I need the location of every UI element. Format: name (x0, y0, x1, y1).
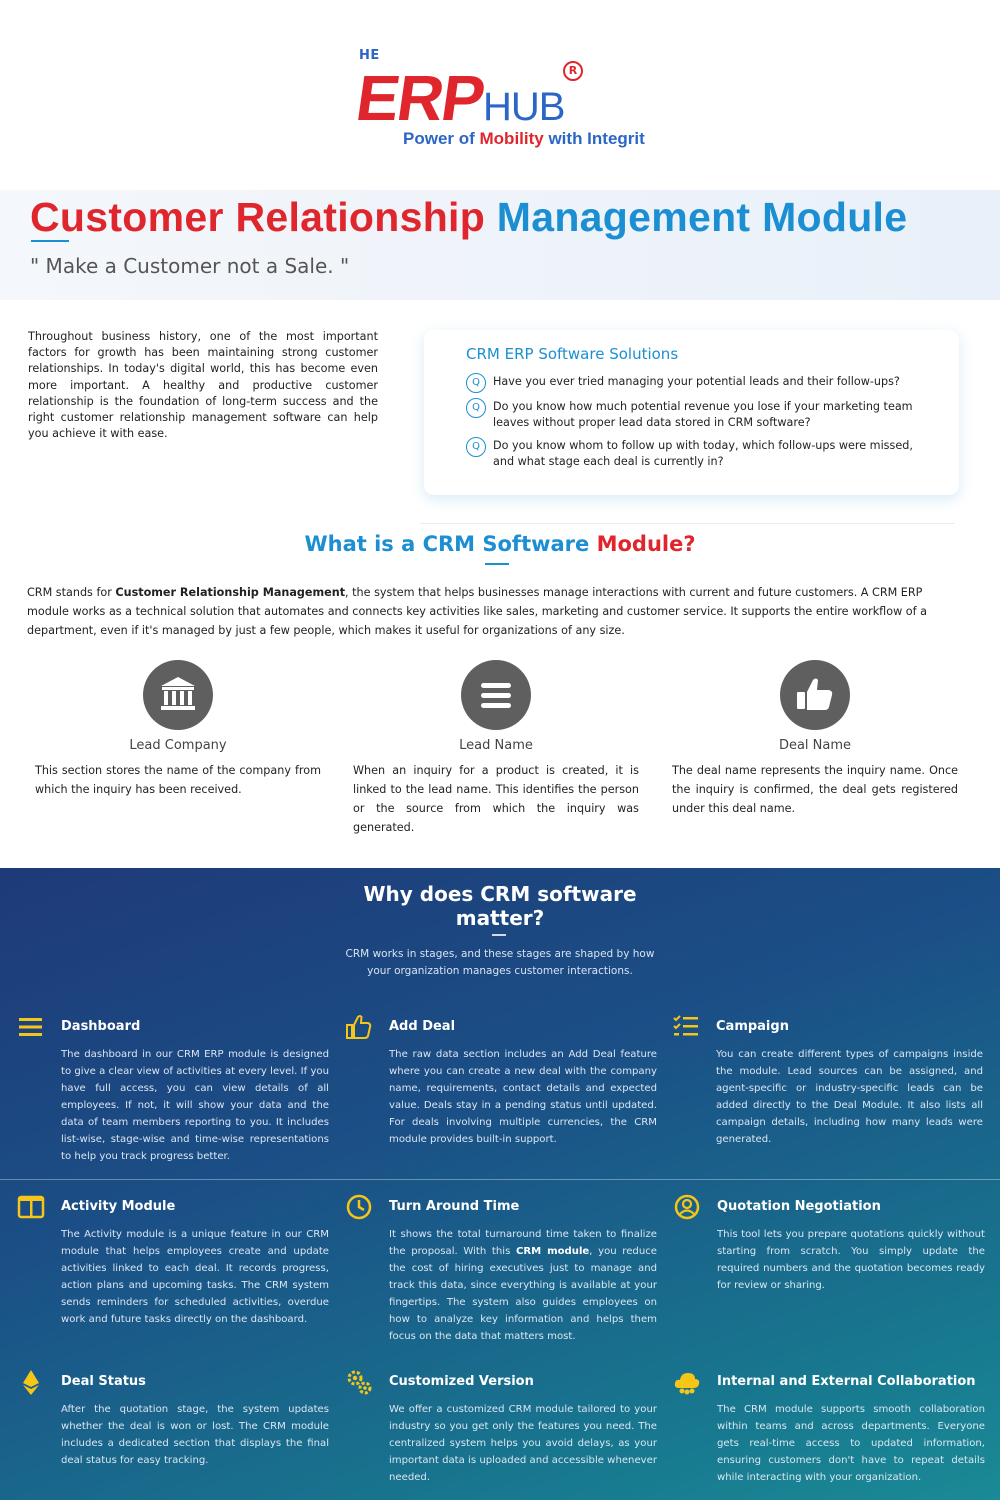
question-icon: Q (466, 373, 486, 393)
why-item-campaign (716, 1019, 983, 1148)
logo-erp-text: ERP (351, 62, 488, 134)
why-item-add-deal (389, 1019, 657, 1148)
logo-prefix: HE (359, 48, 380, 63)
feature-label: Deal Name (778, 738, 852, 753)
tagline-part-3: with Integrit (543, 129, 645, 148)
text-part: It shows the total turnaround time taken to finalize the proposal. With this (389, 1229, 657, 1257)
feature-label: Lead Company (129, 738, 227, 753)
why-item-text: You can create different types of campaigns inside the module. Lead sources can be assigned, and agent-specific or industry-specific leads can be added directly to the Deal Module. It also lists all campaign details, including how many leads were generated. (716, 1049, 983, 1145)
feature-label: Lead Name (459, 738, 533, 753)
question-icon: Q (466, 398, 486, 418)
faq-card (424, 330, 959, 495)
text-part: , you reduce the cost of hiring executives just to manage and track this data, since everything is available at your fingertips. The system also guides employees on how to analyze key information and helps them focus on the data that matters most. (389, 1246, 657, 1342)
why-item-text: The Activity module is a unique feature in our CRM module that helps employees create and update activities linked to each deal. It records progress, action plans and upcoming tasks. The CRM system sends reminders for scheduled activities, overdue work and future tasks directly on the dashboard. (61, 1229, 329, 1325)
thumbs-up-icon (345, 1013, 373, 1041)
why-crm-subtitle: CRM works in stages, and these stages are shaped by how your organization manages customer interactions. (345, 948, 655, 977)
cloud-users-icon (673, 1368, 701, 1396)
body-text: , the system that helps businesses manage interactions with current and future customers. A CRM ERP module works as a technical solution that automates and connects key activities like sales, marketing and customer service. It supports the entire workflow of a department, even if it's managed by just a few people, which makes it useful for organizations of any size. (27, 586, 927, 637)
why-item-title: Campaign (716, 1019, 789, 1034)
page-title-part-2: Management Module (485, 194, 908, 240)
feature-lead-name (353, 660, 639, 837)
page-title-part-1: Customer Relationship (30, 194, 486, 240)
faq-item-text: Do you know how much potential revenue you lose if your marketing team leaves without proper lead data stored in CRM software? (493, 400, 913, 429)
ethereum-icon (17, 1368, 45, 1396)
why-item-turn-around-time (389, 1199, 657, 1345)
why-item-text (389, 1226, 657, 1345)
why-item-title: Deal Status (61, 1374, 146, 1389)
user-circle-icon (673, 1193, 701, 1221)
logo-tagline (403, 129, 645, 149)
heading-line-2: matter? (455, 906, 545, 930)
feature-lead-company (35, 660, 321, 799)
faq-item (466, 399, 936, 431)
heading-underline (485, 563, 509, 565)
page-title (30, 194, 907, 241)
body-text: CRM stands for (27, 586, 116, 599)
why-item-text: The raw data section includes an Add Deal feature where you can create a new deal with the company name, requirements, contact details and expected value. Deals stay in a pending status until updated. For deals involving multiple currencies, the CRM module provides built-in support. (389, 1049, 657, 1145)
feature-description: When an inquiry for a product is created, it is linked to the lead name. This identifies the person or the source from which the inquiry was generated. (353, 764, 639, 834)
page-quote: " Make a Customer not a Sale. " (30, 254, 350, 278)
why-item-text: We offer a customized CRM module tailored to your industry so you get only the features you need. The centralized system helps you avoid delays, as your important data is uploaded and accessible whenever needed. (389, 1404, 657, 1483)
section-heading-what-is-crm (0, 532, 1000, 556)
why-item-title: Dashboard (61, 1019, 141, 1034)
why-item-activity-module (61, 1199, 329, 1328)
heading-line-1: Why does CRM software (363, 882, 637, 906)
menu-icon (461, 660, 531, 730)
faq-card-title: CRM ERP Software Solutions (466, 345, 679, 363)
title-underline (31, 240, 69, 242)
gears-icon (345, 1368, 373, 1396)
what-is-crm-paragraph (27, 583, 967, 640)
feature-description: This section stores the name of the company from which the inquiry has been received. (35, 764, 321, 796)
columns-icon (17, 1193, 45, 1221)
tagline-part-1: Power of (403, 129, 480, 148)
clock-icon (345, 1193, 373, 1221)
why-item-text: The dashboard in our CRM ERP module is designed to give a clear view of activities at every level. If you have full access, you can view details of all employees. If not, it will show your data and the data of team members reporting to you. It includes list-wise, stage-wise and time-wise representations to help you track progress better. (61, 1049, 329, 1162)
why-item-title: Activity Module (61, 1199, 176, 1214)
why-item-dashboard (61, 1019, 329, 1165)
why-item-customized-version (389, 1374, 657, 1486)
faq-item-text: Have you ever tried managing your potential leads and their follow-ups? (493, 375, 900, 388)
why-item-title: Internal and External Collaboration (717, 1374, 976, 1389)
why-item-quotation-negotiation (717, 1199, 985, 1294)
why-item-title: Customized Version (389, 1374, 534, 1389)
feature-deal-name (672, 660, 958, 818)
faq-item (466, 374, 936, 390)
why-item-title: Add Deal (389, 1019, 456, 1034)
why-item-collaboration (717, 1374, 985, 1486)
section-heading-why-crm (0, 882, 1000, 930)
text-bold: CRM module (515, 1246, 590, 1257)
section-divider (420, 523, 955, 524)
question-icon: Q (466, 437, 486, 457)
why-item-text: This tool lets you prepare quotations quickly without starting from scratch. You simply update the required numbers and the quotation becomes ready for review or sharing. (717, 1229, 985, 1291)
logo-hub-text: HUB (483, 85, 565, 129)
faq-item (466, 438, 936, 470)
row-divider (0, 1179, 1000, 1180)
intro-paragraph: Throughout business history, one of the most important factors for growth has been maintaining strong customer relationships. In today's digital world, this has become even more important. A healthy and productive customer relationship is the foundation of long-term success and the right customer relationship management software can help you achieve it with ease. (28, 330, 378, 441)
why-item-title: Quotation Negotiation (717, 1199, 881, 1214)
bank-icon (143, 660, 213, 730)
why-item-deal-status (61, 1374, 329, 1469)
registered-mark-icon: R (563, 61, 583, 81)
feature-description: The deal name represents the inquiry name. Once the inquiry is confirmed, the deal gets registered under this deal name. (672, 764, 958, 815)
heading-underline (492, 934, 506, 936)
hamburger-icon (17, 1013, 45, 1041)
brand-logo[interactable] (351, 45, 655, 155)
checklist-icon (672, 1013, 700, 1041)
body-bold-text: Customer Relationship Management (115, 586, 346, 599)
faq-item-text: Do you know whom to follow up with today, which follow-ups were missed, and what stage each deal is currently in? (493, 439, 913, 468)
heading-part-1: What is a CRM Software (304, 532, 590, 556)
why-item-text: After the quotation stage, the system updates whether the deal is won or lost. The CRM module includes a dedicated section that displays the final deal status for easy tracking. (61, 1404, 329, 1466)
why-item-text: The CRM module supports smooth collaboration within teams and across departments. Everyone gets real-time access to updated information, ensuring customers don't have to repeat details while interacting with your organization. (717, 1404, 985, 1483)
why-item-title: Turn Around Time (389, 1199, 520, 1214)
heading-part-2: Module? (589, 532, 696, 556)
thumbs-up-icon (780, 660, 850, 730)
tagline-part-2: Mobility (479, 129, 544, 148)
